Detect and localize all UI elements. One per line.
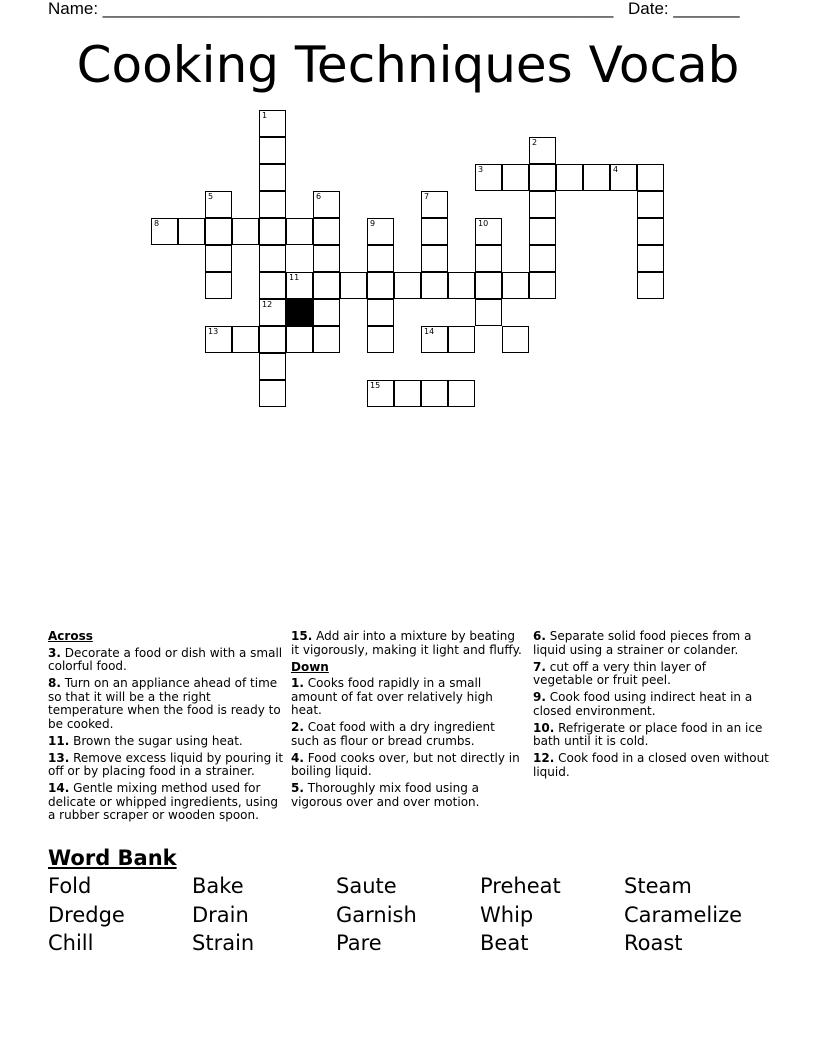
clue-number-label: 15 <box>370 381 381 390</box>
name-field-label: Name: ______________________________________________________ <box>48 0 614 18</box>
clue-number: 11. <box>48 733 70 748</box>
word-bank-item: Pare <box>336 931 382 955</box>
clue-number: 1. <box>291 676 304 690</box>
word-bank-item: Caramelize <box>624 903 743 927</box>
crossword-cell[interactable] <box>286 272 313 299</box>
crossword-cell[interactable] <box>529 218 556 245</box>
word-bank-item: Steam <box>624 874 692 898</box>
crossword-cell[interactable] <box>475 272 502 299</box>
clue-down-2 <box>291 721 523 748</box>
crossword-cell[interactable] <box>259 191 286 218</box>
crossword-cell[interactable] <box>502 164 529 191</box>
clue-text: Decorate a food or dish with a small colorful food. <box>48 645 283 673</box>
clue-number-label: 8 <box>154 219 160 228</box>
clue-number: 9. <box>533 690 546 704</box>
clue-across-13 <box>48 752 284 779</box>
crossword-cell[interactable] <box>529 272 556 299</box>
crossword-cell[interactable] <box>421 191 448 218</box>
crossword-cell[interactable] <box>529 164 556 191</box>
clue-text: cut off a very thin layer of vegetable or fruit peel. <box>533 659 706 687</box>
crossword-cell[interactable] <box>313 272 340 299</box>
crossword-cell[interactable] <box>259 245 286 272</box>
clue-text: Food cooks over, but not directly in boiling liquid. <box>291 750 520 778</box>
crossword-cell[interactable] <box>286 326 313 353</box>
clue-number: 15. <box>291 629 313 643</box>
crossword-cell[interactable] <box>367 380 394 407</box>
crossword-cell[interactable] <box>421 218 448 245</box>
crossword-cell[interactable] <box>637 272 664 299</box>
word-bank-item: Garnish <box>336 903 417 927</box>
clue-down-5 <box>291 782 523 809</box>
clue-number-label: 10 <box>478 219 489 228</box>
word-bank-item: Beat <box>480 931 529 955</box>
clue-text: Add air into a mixture by beating it vigorously, making it light and fluffy. <box>291 629 522 657</box>
clue-text: Thoroughly mix food using a vigorous over and over motion. <box>291 781 480 809</box>
word-bank-item: Fold <box>48 874 92 898</box>
clue-number-label: 2 <box>532 138 538 147</box>
crossword-cell[interactable] <box>259 164 286 191</box>
crossword-cell[interactable] <box>394 272 421 299</box>
across-heading: Across <box>48 629 93 643</box>
crossword-cell[interactable] <box>259 353 286 380</box>
clues-column-2 <box>291 630 523 813</box>
crossword-cell[interactable] <box>421 326 448 353</box>
word-bank-item: Whip <box>480 903 534 927</box>
crossword-cell[interactable] <box>259 299 286 326</box>
clue-text: Gentle mixing method used for delicate or whipped ingredients, using a rubber scraper or wooden spoon. <box>48 781 278 822</box>
down-heading: Down <box>291 659 329 674</box>
crossword-cell[interactable] <box>421 380 448 407</box>
clue-down-12 <box>533 752 769 779</box>
crossword-cell[interactable] <box>313 218 340 245</box>
crossword-cell[interactable] <box>313 299 340 326</box>
clue-number-label: 6 <box>316 192 322 201</box>
clue-number-label: 4 <box>613 165 619 174</box>
word-bank-item: Chill <box>48 931 94 955</box>
crossword-cell[interactable] <box>313 326 340 353</box>
crossword-cell[interactable] <box>637 191 664 218</box>
clue-number-label: 13 <box>208 327 219 336</box>
word-bank-item: Bake <box>192 874 244 898</box>
crossword-cell[interactable] <box>232 218 259 245</box>
crossword-cell[interactable] <box>367 245 394 272</box>
clue-across-14 <box>48 782 284 823</box>
clue-number-label: 3 <box>478 165 484 174</box>
clue-number-label: 12 <box>262 300 273 309</box>
crossword-cell[interactable] <box>448 380 475 407</box>
clue-down-6 <box>533 630 769 657</box>
crossword-cell[interactable] <box>394 380 421 407</box>
crossword-cell[interactable] <box>529 191 556 218</box>
crossword-cell[interactable] <box>448 272 475 299</box>
clue-number: 8. <box>48 676 61 690</box>
crossword-cell[interactable] <box>313 245 340 272</box>
clue-number-label: 7 <box>424 192 430 201</box>
crossword-block <box>286 299 313 326</box>
clue-text: Cook food in a closed oven without liquid. <box>533 751 769 779</box>
crossword-cell[interactable] <box>313 191 340 218</box>
crossword-cell[interactable] <box>475 164 502 191</box>
crossword-cell[interactable] <box>637 245 664 272</box>
word-bank-item: Dredge <box>48 903 125 927</box>
crossword-cell[interactable] <box>205 218 232 245</box>
crossword-cell[interactable] <box>367 326 394 353</box>
crossword-grid <box>151 110 665 408</box>
clue-text: Refrigerate or place food in an ice bath until it is cold. <box>533 720 763 748</box>
crossword-cell[interactable] <box>259 137 286 164</box>
page-title: Cooking Techniques Vocab <box>76 36 740 94</box>
clue-text: Separate solid food pieces from a liquid using a strainer or colander. <box>533 629 752 657</box>
clue-down-10 <box>533 722 769 749</box>
crossword-cell[interactable] <box>340 272 367 299</box>
clue-number-label: 9 <box>370 219 376 228</box>
crossword-cell[interactable] <box>610 164 637 191</box>
crossword-cell[interactable] <box>205 326 232 353</box>
clue-number: 6. <box>533 629 546 643</box>
crossword-cell[interactable] <box>205 191 232 218</box>
crossword-cell[interactable] <box>421 272 448 299</box>
crossword-cell[interactable] <box>367 299 394 326</box>
clue-down-4 <box>291 752 523 779</box>
crossword-cell[interactable] <box>475 218 502 245</box>
crossword-cell[interactable] <box>259 272 286 299</box>
crossword-cell[interactable] <box>205 272 232 299</box>
clue-number-label: 11 <box>289 273 300 282</box>
crossword-cell[interactable] <box>637 164 664 191</box>
clue-number: 4. <box>291 750 304 765</box>
clue-number: 5. <box>291 781 304 795</box>
crossword-cell[interactable] <box>259 326 286 353</box>
crossword-cell[interactable] <box>421 245 448 272</box>
clue-down-1 <box>291 677 523 718</box>
clue-across-8 <box>48 677 284 731</box>
clue-down-7 <box>533 661 769 688</box>
clue-number: 14. <box>48 781 70 795</box>
crossword-cell[interactable] <box>637 218 664 245</box>
crossword-cell[interactable] <box>367 272 394 299</box>
crossword-cell[interactable] <box>259 218 286 245</box>
crossword-cell[interactable] <box>178 218 205 245</box>
clue-number: 7. <box>533 659 546 674</box>
crossword-cell[interactable] <box>259 110 286 137</box>
crossword-cell[interactable] <box>367 218 394 245</box>
crossword-cell[interactable] <box>556 164 583 191</box>
crossword-cell[interactable] <box>529 137 556 164</box>
clue-text: Remove excess liquid by pouring it off or by placing food in a strainer. <box>48 750 284 778</box>
clues-column-3 <box>533 630 769 783</box>
clue-number: 13. <box>48 750 70 765</box>
clue-text: Brown the sugar using heat. <box>73 733 243 748</box>
clue-text: Cooks food rapidly in a small amount of fat over relatively high heat. <box>291 676 493 717</box>
crossword-cell[interactable] <box>529 245 556 272</box>
date-field-label: Date: _______ <box>628 0 740 18</box>
crossword-cell[interactable] <box>502 272 529 299</box>
clue-across-11 <box>48 735 284 749</box>
clue-number-label: 14 <box>424 327 435 336</box>
crossword-cell[interactable] <box>583 164 610 191</box>
clue-across-15 <box>291 630 523 657</box>
crossword-cell[interactable] <box>259 380 286 407</box>
crossword-cell[interactable] <box>475 299 502 326</box>
clue-down-9 <box>533 691 769 718</box>
clues-column-1 <box>48 630 284 826</box>
crossword-cell[interactable] <box>232 326 259 353</box>
crossword-cell[interactable] <box>475 245 502 272</box>
clue-number-label: 1 <box>262 111 268 120</box>
word-bank-item: Preheat <box>480 874 561 898</box>
word-bank-item: Roast <box>624 931 683 955</box>
clue-number: 3. <box>48 645 61 660</box>
word-bank-item: Drain <box>192 903 249 927</box>
crossword-cell[interactable] <box>205 245 232 272</box>
word-bank-item: Strain <box>192 931 255 955</box>
clue-number-label: 5 <box>208 192 214 201</box>
word-bank-title: Word Bank <box>48 846 177 870</box>
word-bank-item: Saute <box>336 874 397 898</box>
crossword-cell[interactable] <box>286 218 313 245</box>
crossword-cell[interactable] <box>151 218 178 245</box>
crossword-cell[interactable] <box>502 326 529 353</box>
clue-text: Turn on an appliance ahead of time so that it will be a the right temperature when the food is ready to be cooked. <box>48 676 281 731</box>
clue-text: Coat food with a dry ingredient such as flour or bread crumbs. <box>291 720 495 748</box>
clue-number: 10. <box>533 720 555 735</box>
clue-number: 12. <box>533 751 555 765</box>
clue-number: 2. <box>291 720 304 734</box>
clue-text: Cook food using indirect heat in a closed environment. <box>533 690 753 718</box>
crossword-cell[interactable] <box>448 326 475 353</box>
clue-across-3 <box>48 647 284 674</box>
